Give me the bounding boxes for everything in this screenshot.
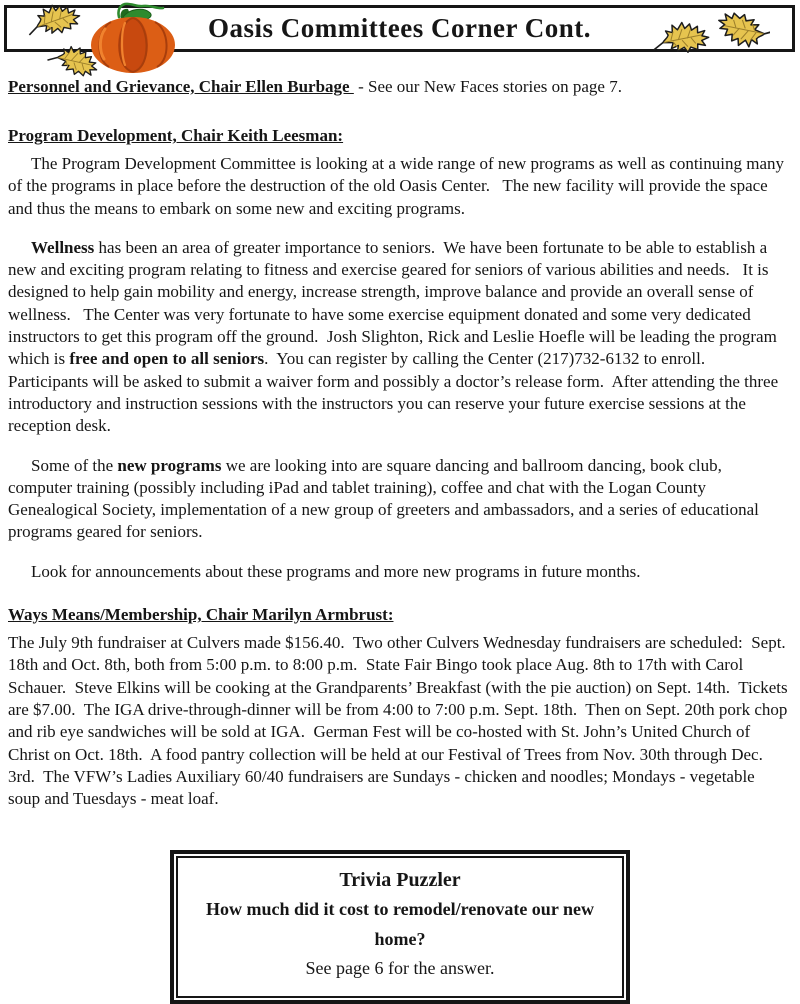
page-title: Oasis Committees Corner Cont. [208, 13, 591, 43]
trivia-question: How much did it cost to remodel/renovate our new home? [206, 899, 599, 950]
oak-leaves-icon [645, 11, 770, 59]
newsletter-banner [4, 5, 795, 52]
announcements-paragraph: Look for announcements about these programs and more new programs in future months. [31, 561, 641, 581]
wellness-text-1: has been an area of greater importance to seniors. We have been fortunate to be able to establish a new and exciting program relating to fitness and exercise geared for seniors of various abilities and needs. It is designed to help gain mobility and energy, increase strength, improve balance and provide an overall sense of wellness. The Center was very fortunate to have some exercise equipment donated and some very dedicated instructors to get this program off the ground. Josh Slighton, Rick and Leslie Hoefle will be leading the program which is [8, 237, 782, 369]
wellness-paragraph [8, 237, 790, 438]
wellness-bold: Wellness [31, 237, 95, 257]
program-development-heading: Program Development, Chair Keith Leesman: [8, 126, 344, 145]
trivia-answer-note: See page 6 for the answer. [305, 958, 495, 979]
new-programs-paragraph [8, 455, 790, 544]
new-programs-bold: new programs [117, 455, 222, 475]
pumpkin-and-leaves-icon [13, 1, 193, 79]
program-paragraph-1: The Program Development Committee is looking at a wide range of new programs as well as continuing many of the programs in place before the destruction of the old Oasis Center. The new facility will provide the space and thus the means to embark on some new and exciting programs. [8, 154, 789, 218]
trivia-puzzler-box [170, 850, 630, 1004]
trivia-title: Trivia Puzzler [339, 869, 461, 892]
new-programs-text-1: Some of the [31, 455, 118, 475]
wellness-text-2: . You can register by calling the Center (217)732-6132 to enroll. Participants will be asked to submit a waiver form and possibly a doctor’s release form. After attending the three introductory and instruction sessions with the instructors you can reserve your future exercise sessions at the reception desk. [8, 349, 783, 436]
personnel-heading: Personnel and Grievance, Chair Ellen Burbage [8, 77, 354, 96]
ways-means-paragraph: The July 9th fundraiser at Culvers made $156.40. Two other Culvers Wednesday fundraisers are scheduled: Sept. 18th and Oct. 8th, both from 5:00 p.m. to 8:00 p.m. State Fair Bingo took place Aug. 8th to 17th with Carol Schauer. Steve Elkins will be cooking at the Grandparents’ Breakfast (with the pie auction) on Sept. 14th. Tickets are $7.00. The IGA drive-through-dinner will be from 4:00 to 7:00 p.m. Sept. 18th. Then on Sept. 20th pork chop and rib eye sandwiches will be sold at IGA. German Fest will be co-hosted with St. John’s United Church of Christ on Oct. 18th. A food pantry collection will be held at our Festival of Trees from Nov. 30th through Dec. 3rd. The VFW’s Ladies Auxiliary 60/40 fundraisers are Sundays - chicken and noodles; Mondays - vegetable soup and Tuesdays - meat loaf. [8, 633, 792, 809]
new-programs-text-2: we are looking into are square dancing and ballroom dancing, book club, computer training (possibly including iPad and tablet training), coffee and chat with the Logan County Genealogical Society, implementation of a new group of greeters and ambassadors, and a series of educational programs geared for seniors. [8, 455, 764, 542]
personnel-grievance-line [8, 76, 790, 98]
free-open-bold: free and open to all seniors [69, 349, 265, 369]
ways-means-heading: Ways Means/Membership, Chair Marilyn Armbrust: [8, 605, 394, 625]
article-body [0, 76, 800, 810]
trivia-puzzler-inner [176, 856, 624, 998]
personnel-text: - See our New Faces stories on page 7. [353, 77, 622, 96]
